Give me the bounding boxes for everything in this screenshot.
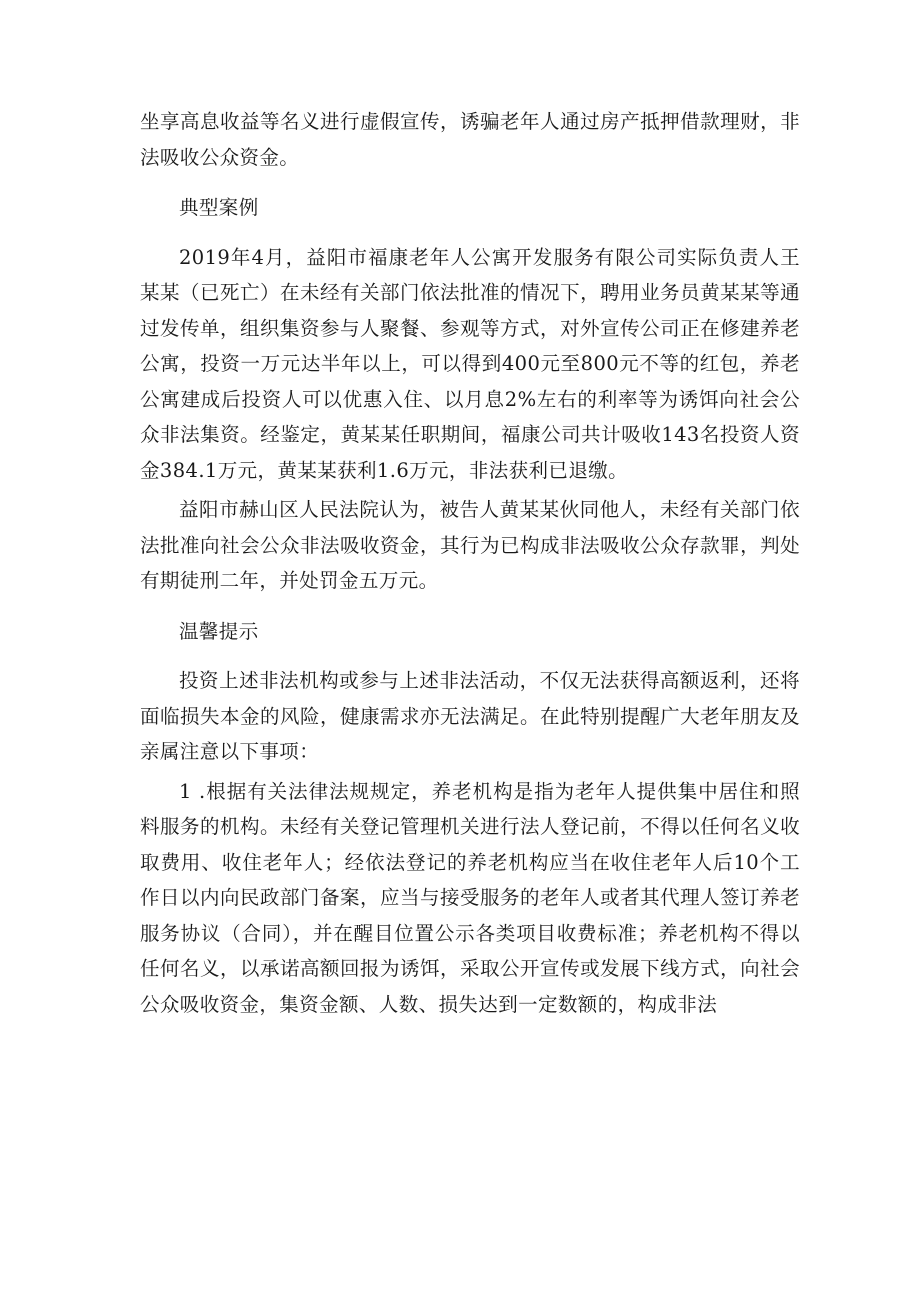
section-heading-warm-reminder: 温馨提示	[179, 619, 259, 643]
court-ruling-paragraph: 益阳市赫山区人民法院认为，被告人黄某某伙同他人，未经有关部门依法批准向社会公众非法吸收资金，其行为已构成非法吸收公众存款罪，判处有期徒刑二年，并处罚金五万元。	[140, 498, 800, 592]
case-paragraph: 2019年4月，益阳市福康老年人公寓开发服务有限公司实际负责人王某某（已死亡）在未经有关部门依法批准的情况下，聘用业务员黄某某等通过发传单，组织集资参与人聚餐、参观等方式，对外宣传公司正在修建养老公寓，投资一万元达半年以上，可以得到400元至800元不等的红包，养老公寓建成后投资人可以优惠入住、以月息2%左右的利率等为诱饵向社会公众非法集资。经鉴定，黄某某任职期间，福康公司共计吸收143名投资人资金384.1万元，黄某某获利1.6万元，非法获利已退缴。	[140, 245, 800, 482]
section-heading-typical-case: 典型案例	[179, 196, 259, 219]
reminder-intro-paragraph: 投资上述非法机构或参与上述非法活动，不仅无法获得高额返利，还将面临损失本金的风险，健康需求亦无法满足。在此特别提醒广大老年朋友及亲属注意以下事项：	[140, 669, 800, 763]
document-body	[140, 0, 800, 1022]
continued-paragraph: 坐享高息收益等名义进行虚假宣传，诱骗老年人通过房产抵押借款理财，非法吸收公众资金。	[140, 110, 800, 169]
reminder-item-1-paragraph: 1 .根据有关法律法规规定，养老机构是指为老年人提供集中居住和照料服务的机构。未经有关登记管理机关进行法人登记前，不得以任何名义收取费用、收住老年人；经依法登记的养老机构应当在收住老年人后10个工作日以内向民政部门备案，应当与接受服务的老年人或者其代理人签订养老服务协议（合同），并在醒目位置公示各类项目收费标准；养老机构不得以任何名义，以承诺高额回报为诱饵，采取公开宣传或发展下线方式，向社会公众吸收资金，集资金额、人数、损失达到一定数额的，构成非法	[140, 779, 800, 1016]
